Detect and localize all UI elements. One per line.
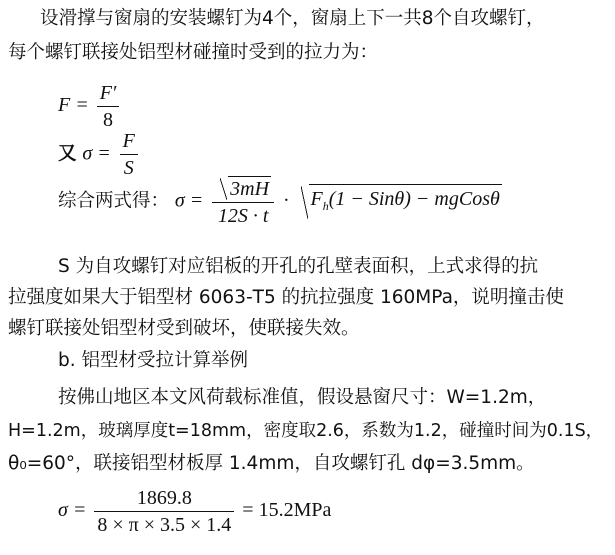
eq-lhs: σ = <box>82 142 111 165</box>
numerator <box>212 176 274 203</box>
denominator: 8 × π × 3.5 × 1.4 <box>97 514 232 536</box>
paragraph-line: 螺钉联接处铝型材受到破坏，使联接失效。 <box>8 318 360 339</box>
equation-combined <box>58 176 502 227</box>
radicand: $F_h(1 - Sin\theta)$ − mgCosθ <box>309 184 502 219</box>
eq-rhs: = 15.2MPa <box>242 499 332 522</box>
eq-lhs: σ = <box>174 189 204 212</box>
sqrt-sign <box>215 176 271 200</box>
equation-stress <box>58 130 141 179</box>
paragraph-line: H=1.2m，玻璃厚度t=18mm，密度取2.6，系数为1.2，碰撞时间为0.1S， <box>8 421 604 441</box>
paragraph-line: S 为自攻螺钉对应铝板的开孔的孔壁表面积，上式求得的抗 <box>58 256 539 277</box>
paragraph-line: 拉强度如果大于铝型材 6063-T5 的抗拉强度 160MPa，说明撞击使 <box>8 287 564 308</box>
numerator: F <box>120 130 138 155</box>
eq-prefix: 又 <box>58 143 77 165</box>
eq-prefix: 综合两式得： <box>58 190 170 212</box>
denominator: 12S · t <box>217 205 269 228</box>
denominator: 8 <box>103 109 114 131</box>
sqrt-sign <box>296 184 502 219</box>
equation-result <box>58 487 331 536</box>
eq-lhs: F = <box>58 94 89 117</box>
eq-lhs: σ = <box>58 499 87 522</box>
numerator: F′ <box>97 82 120 107</box>
fraction <box>97 82 120 131</box>
paragraph-line: θ₀=60°，联接铝型材板厚 1.4mm，自攻螺钉孔 dφ=3.5mm。 <box>8 453 535 474</box>
equation-force <box>58 82 122 131</box>
dot-operator: · <box>282 189 290 212</box>
fraction <box>94 487 234 536</box>
radicand: 3mH <box>230 178 270 201</box>
fraction <box>212 176 274 227</box>
paragraph-line: 设滑撑与窗扇的安装螺钉为4个，窗扇上下一共8个自攻螺钉， <box>40 8 545 29</box>
paragraph-line: 按佛山地区本文风荷载标准值，假设悬窗尺寸：W=1.2m， <box>58 387 547 408</box>
fraction <box>120 130 138 179</box>
section-heading: b. 铝型材受拉计算举例 <box>58 350 249 371</box>
denominator: S <box>123 157 134 179</box>
numerator: 1869.8 <box>94 487 234 512</box>
paragraph-line: 每个螺钉联接处铝型材碰撞时受到的拉力为： <box>8 42 379 63</box>
